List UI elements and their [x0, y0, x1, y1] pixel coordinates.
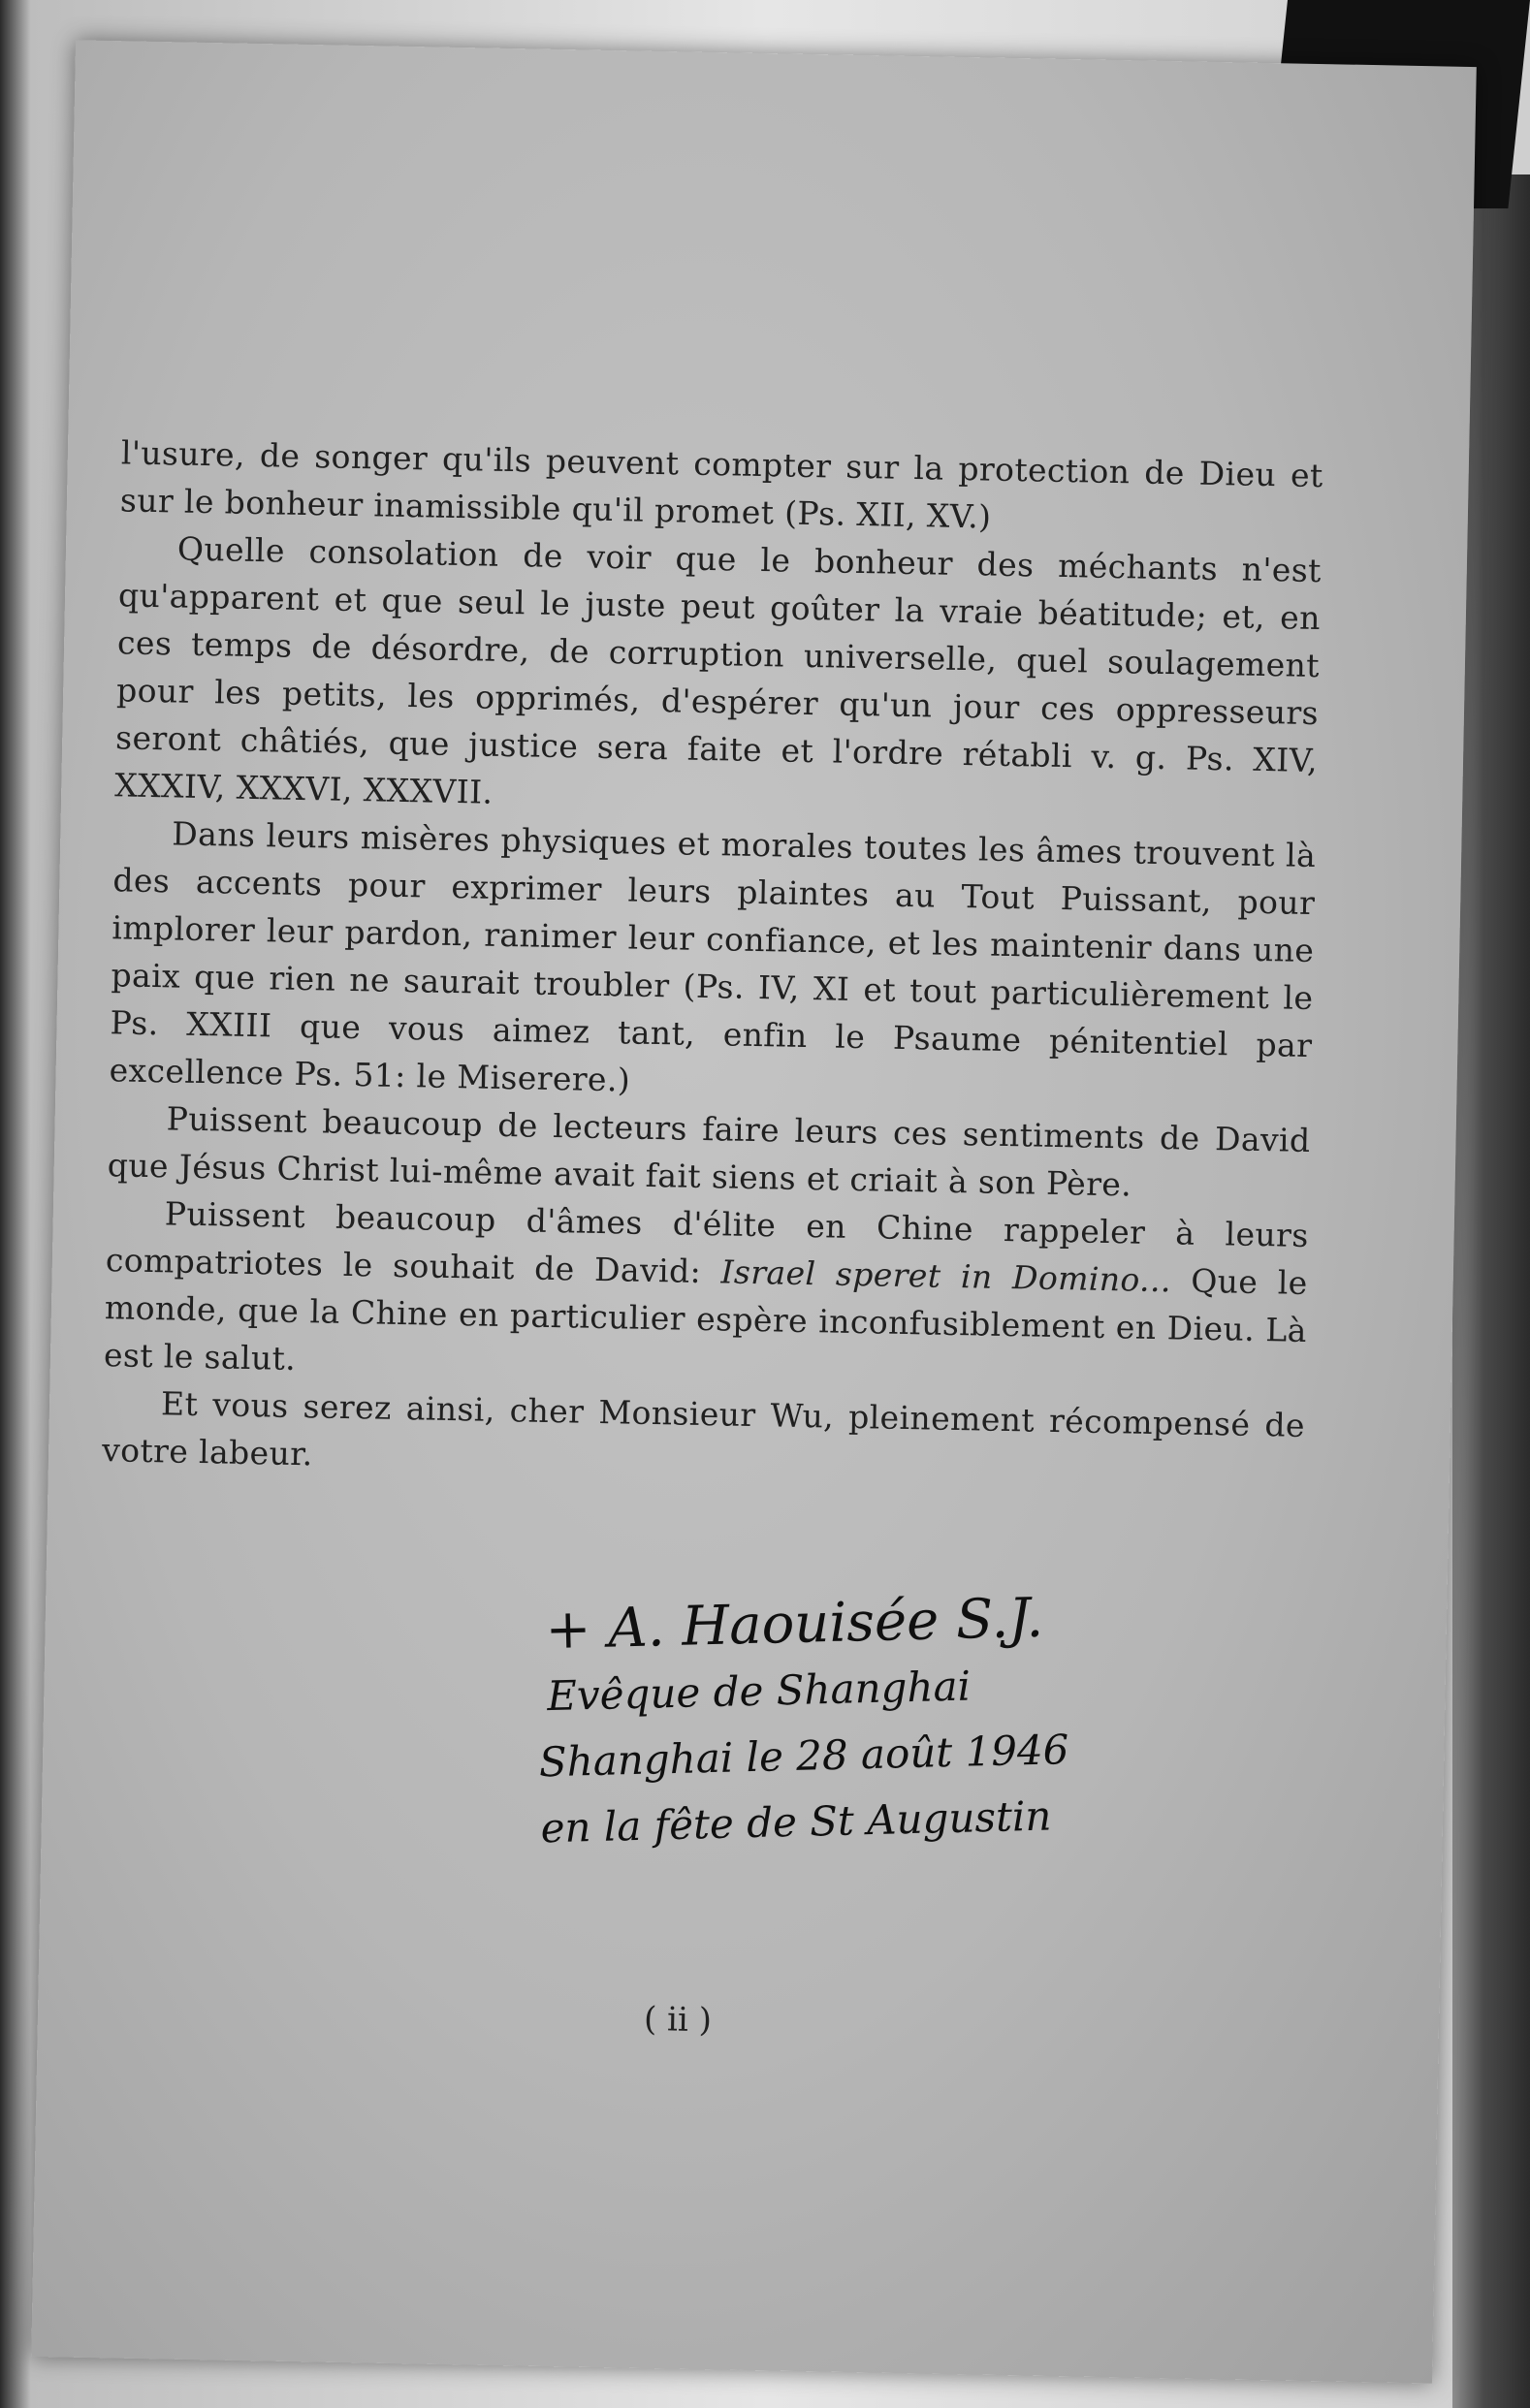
latin-quote: Israel speret in Domino... — [720, 1252, 1172, 1300]
paragraph-4: Puissent beaucoup de lecteurs faire leurs ces sentiments de David que Jésus Christ lui-même avait fait siens et criait à son Père. — [107, 1099, 1311, 1204]
paragraph-2: Quelle consolation de voir que le bonheur des méchants n'est qu'apparent et que seul le juste peut goûter la vraie béatitude; et, en ces temps de désordre, de corruption universelle, quel soulagement pour les petits, les opprimés, d'espérer qu'un jour ces oppresseurs seront châtiés, que justice sera faite et l'ordre rétabli v. g. Ps. XIV, XXXIV, XXXVI, XXXVII. — [113, 529, 1323, 811]
body-text — [102, 428, 1323, 1497]
paragraph-5-text: Puissent beaucoup d'âmes d'élite en Chine rappeler à leurs compatriotes le souhait de David: — [105, 1194, 1310, 1291]
signature-name: + A. Haouisée S.J. — [544, 1586, 1044, 1663]
paragraph-5-conclusion: Que le monde, que la Chine en particulier espère inconfusiblement en Dieu. Là est le salut. — [103, 1261, 1309, 1378]
handwritten-signature — [526, 1579, 1288, 1861]
signature-feast: en la fête de St Augustin — [539, 1791, 1052, 1853]
signature-place-date: Shanghai le 28 août 1946 — [538, 1726, 1069, 1787]
signature-title: Evêque de Shanghai — [546, 1662, 972, 1721]
paragraph-3: Dans leurs misères physiques et morales toutes les âmes trouvent là des accents pour exprimer leurs plaintes au Tout Puissant, pour implorer leur pardon, ranimer leur confiance, et les maintenir dans une paix que rien ne saurait troubler (Ps. IV, XI et tout particulièrement le Ps. XXIII que vous aimez tant, enfin le Psaume pénitentiel par excellence Ps. 51: le Miserere.) — [109, 814, 1317, 1099]
paragraph-5 — [104, 1188, 1310, 1402]
paragraph-6: Et vous serez ainsi, cher Monsieur Wu, pleinement récompensé de votre labeur. — [101, 1384, 1306, 1473]
book-page — [31, 40, 1477, 2383]
page-number: ( ii ) — [643, 1999, 713, 2041]
paragraph-1: l'usure, de songer qu'ils peuvent compter sur la protection de Dieu et sur le bonheur inamissible qu'il promet (Ps. XII, XV.) — [119, 433, 1324, 536]
